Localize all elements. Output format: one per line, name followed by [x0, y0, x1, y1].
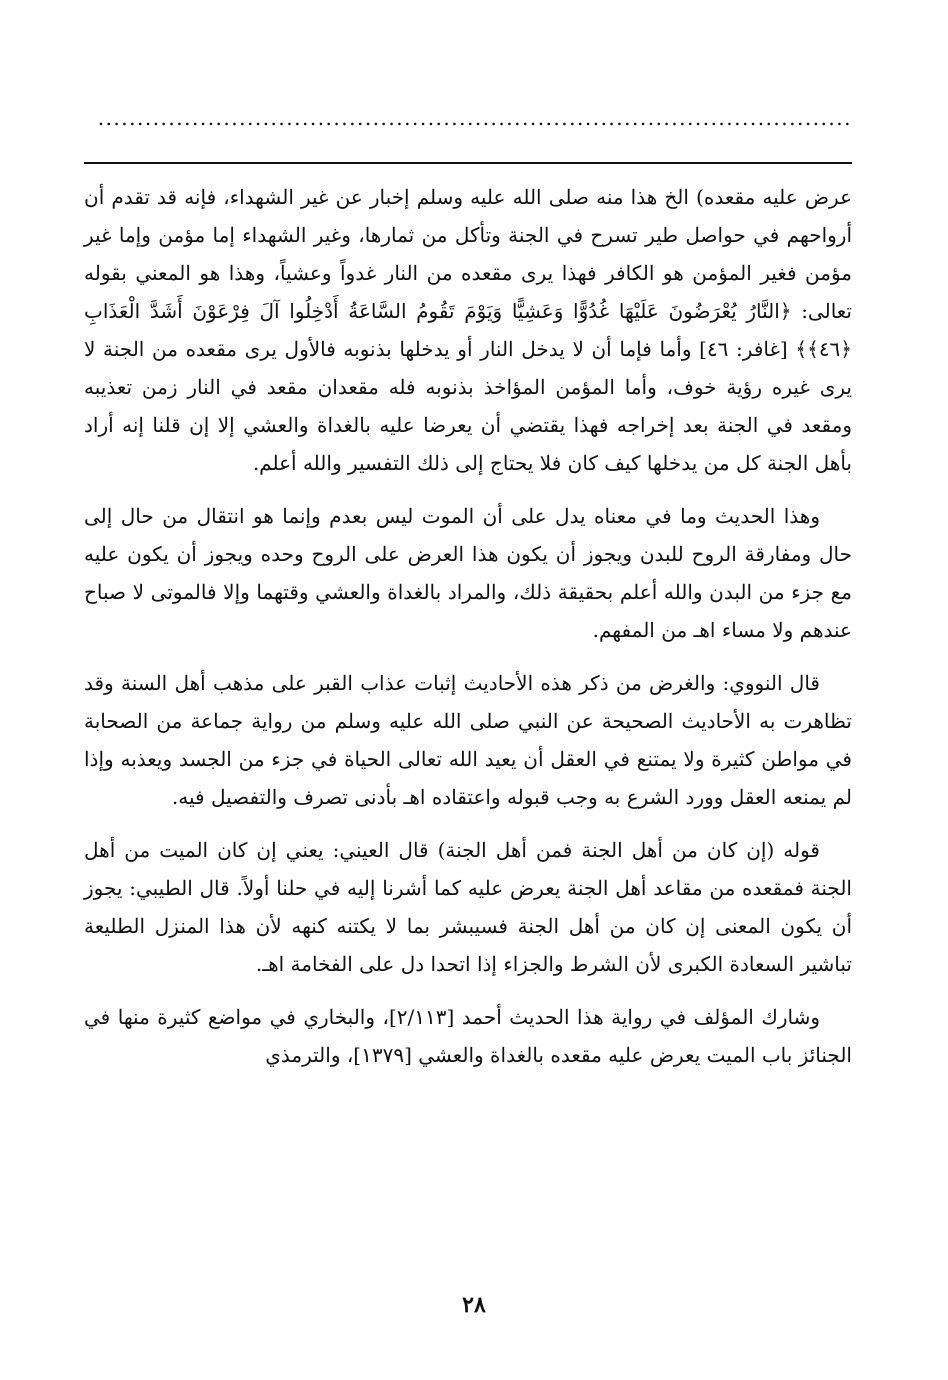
quran-verse: ﴿النَّارُ يُعْرَضُونَ عَلَيْهَا غُدُوًّا وَعَشِيًّا وَيَوْمَ تَقُومُ السَّاعَةُ أَدْخِلُوا آلَ فِرْعَوْنَ أَشَدَّ الْعَذَابِ ﴿٤٦﴾﴾	[84, 299, 853, 361]
paragraph-3: قال النووي: والغرض من ذكر هذه الأحاديث إثبات عذاب القبر على مذهب أهل السنة وقد تظاهرت به الأحاديث الصحيحة عن النبي صلى الله عليه وسلم من رواية جماعة من الصحابة في مواطن كثيرة ولا يمتنع في العقل أن يعيد الله تعالى الحياة في جزء من الجسد ويعذبه وإذا لم يمنعه العقل وورد الشرع به وجب قبوله واعتقاده اهـ بأدنى تصرف والتفصيل فيه.	[84, 671, 852, 809]
paragraph-1	[84, 178, 852, 482]
horizontal-rule	[84, 162, 852, 164]
paragraph-1-continuation: [غافر: ٤٦] وأما فإما أن لا يدخل النار أو يدخلها بذنوبه فالأول يرى مقعده من الجنة لا يرى غيره رؤية خوف، وأما المؤمن المؤاخذ بذنوبه فله مقعدان مقعد في النار زمن تعذيبه ومقعد في الجنة بعد إخراجه فهذا يقتضي أن يعرضا عليه بالغداة والعشي إلا إن قلنا إنه أراد بأهل الجنة كل من يدخلها كيف كان فلا يحتاج إلى ذلك التفسير والله أعلم.	[84, 337, 852, 475]
main-text	[84, 178, 852, 1089]
page-number: ٢٨	[462, 1292, 486, 1318]
dotted-separator: ................................................................................................	[97, 108, 852, 128]
paragraph-4: قوله (إن كان من أهل الجنة فمن أهل الجنة) قال العيني: يعني إن كان الميت من أهل الجنة فمقعده من مقاعد أهل الجنة يعرض عليه كما أشرنا إليه في حلنا أولاً. قال الطيبي: يجوز أن يكون المعنى إن كان من أهل الجنة فسيبشر بما لا يكتنه كنهه لأن هذا المنزل الطليعة تباشير السعادة الكبرى لأن الشرط والجزاء إذا اتحدا دل على الفخامة اهـ.	[84, 838, 852, 976]
paragraph-1-intro: عرض عليه مقعده) الخ هذا منه صلى الله عليه وسلم إخبار عن غير الشهداء، فإنه قد تقدم أن أرواحهم في حواصل طير تسرح في الجنة وتأكل من ثمارها، وغير الشهداء إما مؤمن وإما غير مؤمن فغير المؤمن هو الكافر فهذا يرى مقعده من النار غدواً وعشياً، وهذا هو المعني بقوله تعالى:	[84, 185, 852, 323]
paragraph-5: وشارك المؤلف في رواية هذا الحديث أحمد [٢/١١٣]، والبخاري في مواضع كثيرة منها في الجنائز باب الميت يعرض عليه مقعده بالغداة والعشي [١٣٧٩]، والترمذي	[84, 1005, 852, 1067]
paragraph-2: وهذا الحديث وما في معناه يدل على أن الموت ليس بعدم وإنما هو انتقال من حال إلى حال ومفارقة الروح للبدن ويجوز أن يكون هذا العرض على الروح وحده ويجوز أن يكون عليه مع جزء من البدن والله أعلم بحقيقة ذلك، والمراد بالغداة والعشي وقتهما وإلا فالموتى لا صباح عندهم ولا مساء اهـ من المفهم.	[84, 504, 852, 642]
